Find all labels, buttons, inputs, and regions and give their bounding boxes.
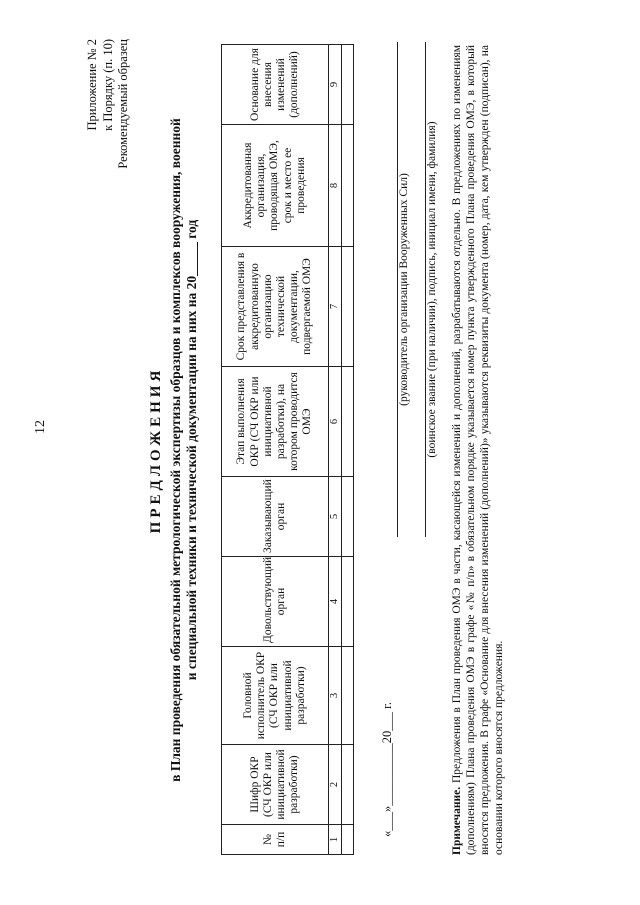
column-number: 9 <box>329 45 342 125</box>
note-paragraph <box>450 45 506 855</box>
note-label: Примечание. <box>451 786 463 855</box>
document-subtitle <box>168 45 199 855</box>
table-cell <box>342 477 354 557</box>
table-cell <box>342 247 354 367</box>
column-header: Заказывающий орган <box>222 477 329 557</box>
document-title: ПРЕДЛОЖЕНИЯ <box>148 366 164 534</box>
table-header-row <box>222 45 329 855</box>
column-header: Довольствующий орган <box>222 557 329 647</box>
signature-caption-bottom: (воинское звание (при наличии), подпись, инициал имени, фамилия) <box>426 121 438 458</box>
column-number: 7 <box>329 247 342 367</box>
table-cell <box>342 825 354 855</box>
table-cell <box>342 647 354 745</box>
signature-caption-top: (руководитель организации Вооруженных Сил) <box>398 173 410 406</box>
column-header: Шифр ОКР (СЧ ОКР или инициативной разработки) <box>222 745 329 825</box>
column-header: № п/п <box>222 825 329 855</box>
column-header: Срок представления в аккредитованную организацию технической документации, подвергаемой ОМЭ <box>222 247 329 367</box>
table-row <box>342 45 354 855</box>
column-number: 1 <box>329 825 342 855</box>
appendix-header <box>85 39 132 169</box>
column-header: Основание для внесения изменений (дополнений) <box>222 45 329 125</box>
column-number: 6 <box>329 367 342 477</box>
column-header: Аккредитованная организация, проводящая ОМЭ, срок и место ее проведения <box>222 125 329 247</box>
column-header: Этап выполнения ОКР (СЧ ОКР или инициативной разработки), на котором проводится ОМЭ <box>222 367 329 477</box>
column-number: 4 <box>329 557 342 647</box>
table-cell <box>342 125 354 247</box>
column-header: Головной исполнитель ОКР (СЧ ОКР или инициативной разработки) <box>222 647 329 745</box>
rotated-page-content <box>78 15 518 885</box>
note-text: Предложения в План проведения ОМЭ в части, касающейся изменений и дополнений, разрабатываются отдельно. В предложениях по изменениям (дополнениям) Плана проведения ОМЭ в графе «№ п/п» в обязательном порядке указывается номер пункта утвержденного Плана проведения ОМЭ, в который вносятся предложения. В графе «Основание для внесения изменений (дополнений)» указываются реквизиты документа (номер, дата, кем утвержден (подписан), на основании которого вносятся предложения. <box>451 44 506 855</box>
column-number: 3 <box>329 647 342 745</box>
subtitle-line-2: и специальной техники и технической документации на них на 20_____ год <box>183 219 199 681</box>
table-cell <box>342 557 354 647</box>
table-cell <box>342 45 354 125</box>
appendix-line-1: Приложение № 2 <box>85 39 99 131</box>
appendix-line-3: Рекомендуемый образец <box>116 39 131 169</box>
table-cell <box>342 367 354 477</box>
column-number: 2 <box>329 745 342 825</box>
column-number: 5 <box>329 477 342 557</box>
appendix-line-2: к Порядку (п. 10) <box>100 39 115 131</box>
table-cell <box>342 745 354 825</box>
column-number-row <box>329 45 342 855</box>
subtitle-line-1: в План проведения обязательной метрологической экспертизы образцов и комплексов вооружения, военной <box>168 118 183 782</box>
proposals-table <box>221 44 354 855</box>
column-number: 8 <box>329 125 342 247</box>
page-number: 12 <box>33 420 48 434</box>
date-line: «___»__________20___ г. <box>380 702 394 837</box>
